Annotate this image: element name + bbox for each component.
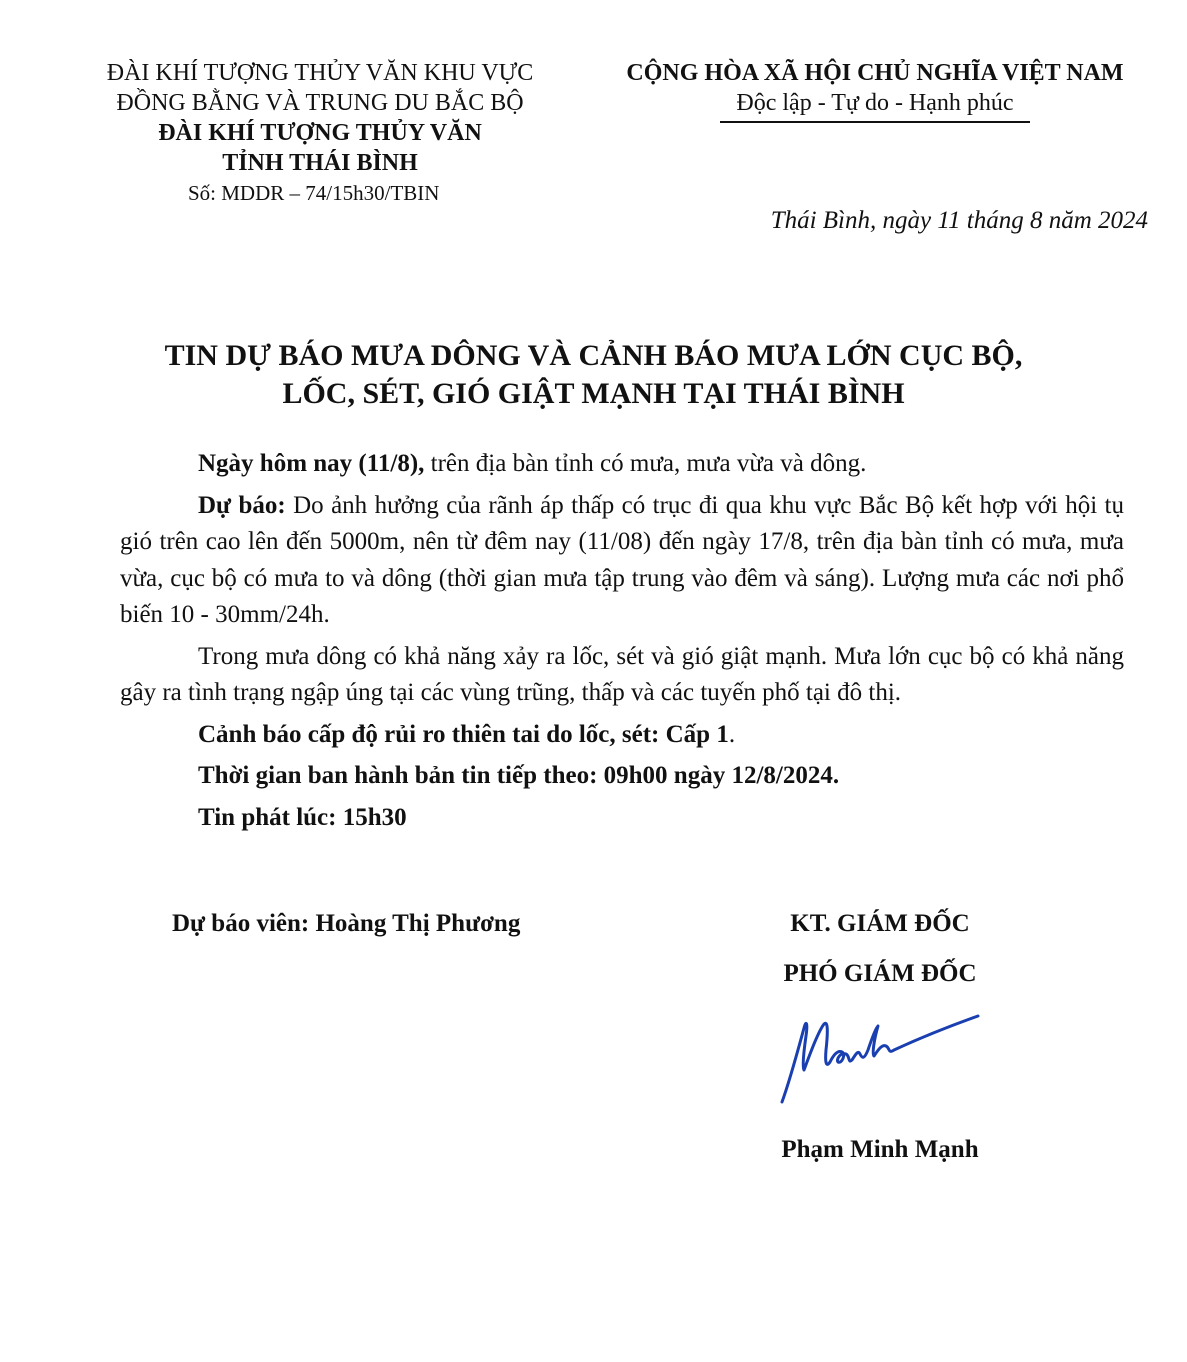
risk-level-paragraph xyxy=(120,717,1124,754)
forecast-paragraph xyxy=(120,488,1124,634)
risk-level: Cảnh báo cấp độ rủi ro thiên tai do lốc, sét: Cấp 1 xyxy=(198,720,729,748)
document-body xyxy=(120,446,1124,841)
risk-period: . xyxy=(728,720,736,748)
agency-line-1: ĐÀI KHÍ TƯỢNG THỦY VĂN KHU VỰC xyxy=(106,60,534,86)
national-header-block xyxy=(580,58,1170,123)
motto-underline xyxy=(720,121,1030,123)
station-line-2: TỈNH THÁI BÌNH xyxy=(222,150,418,176)
today-label: Ngày hôm nay (11/8), xyxy=(198,450,425,477)
title-line-2: LỐC, SÉT, GIÓ GIẬT MẠNH TẠI THÁI BÌNH xyxy=(282,377,905,410)
forecast-label: Dự báo: xyxy=(198,491,286,519)
document-title xyxy=(60,337,1127,413)
signer-name: Phạm Minh Mạnh xyxy=(781,1136,979,1163)
sign-title-1: KT. GIÁM ĐỐC xyxy=(790,910,970,937)
country-name: CỘNG HÒA XÃ HỘI CHỦ NGHĨA VIỆT NAM xyxy=(626,60,1124,86)
warning-paragraph: Trong mưa dông có khả năng xảy ra lốc, sét và gió giật mạnh. Mưa lớn cục bộ có khả năng gây ra tình trạng ngập úng tại các vùng trũng, thấp và các tuyến phố tại đô thị. xyxy=(120,642,1124,706)
handwritten-signature xyxy=(770,1010,990,1110)
forecaster-name: Dự báo viên: Hoàng Thị Phương xyxy=(172,910,521,937)
today-text: trên địa bàn tỉnh có mưa, mưa vừa và dông. xyxy=(424,450,867,477)
issuing-agency-block xyxy=(70,58,570,206)
signature-title-block xyxy=(730,906,1030,992)
sign-title-2: PHÓ GIÁM ĐỐC xyxy=(783,960,977,987)
agency-line-2: ĐỒNG BẰNG VÀ TRUNG DU BẮC BỘ xyxy=(116,90,524,116)
next-issue-time: Thời gian ban hành bản tin tiếp theo: 09h00 ngày 12/8/2024. xyxy=(198,762,840,789)
today-paragraph xyxy=(120,446,1124,483)
motto: Độc lập - Tự do - Hạnh phúc xyxy=(736,90,1014,116)
document-number: Số: MDDR – 74/15h30/TBIN xyxy=(188,181,440,205)
place-and-date: Thái Bình, ngày 11 tháng 8 năm 2024 xyxy=(770,207,1148,234)
issued-at-time: Tin phát lúc: 15h30 xyxy=(198,803,407,831)
forecast-text: Do ảnh hưởng của rãnh áp thấp có trục đi qua khu vực Bắc Bộ kết hợp với hội tụ gió trên cao lên đến 5000m, nên từ đêm nay (11/08) đến ngày 17/8, trên địa bàn tỉnh có mưa, mưa vừa, cục bộ có mưa to và dông (thời gian mưa tập trung vào đêm và sáng). Lượng mưa các nơi phổ biến 10 - 30mm/24h. xyxy=(120,491,1124,628)
station-line-1: ĐÀI KHÍ TƯỢNG THỦY VĂN xyxy=(158,120,482,146)
title-line-1: TIN DỰ BÁO MƯA DÔNG VÀ CẢNH BÁO MƯA LỚN CỤC BỘ, xyxy=(164,339,1023,372)
